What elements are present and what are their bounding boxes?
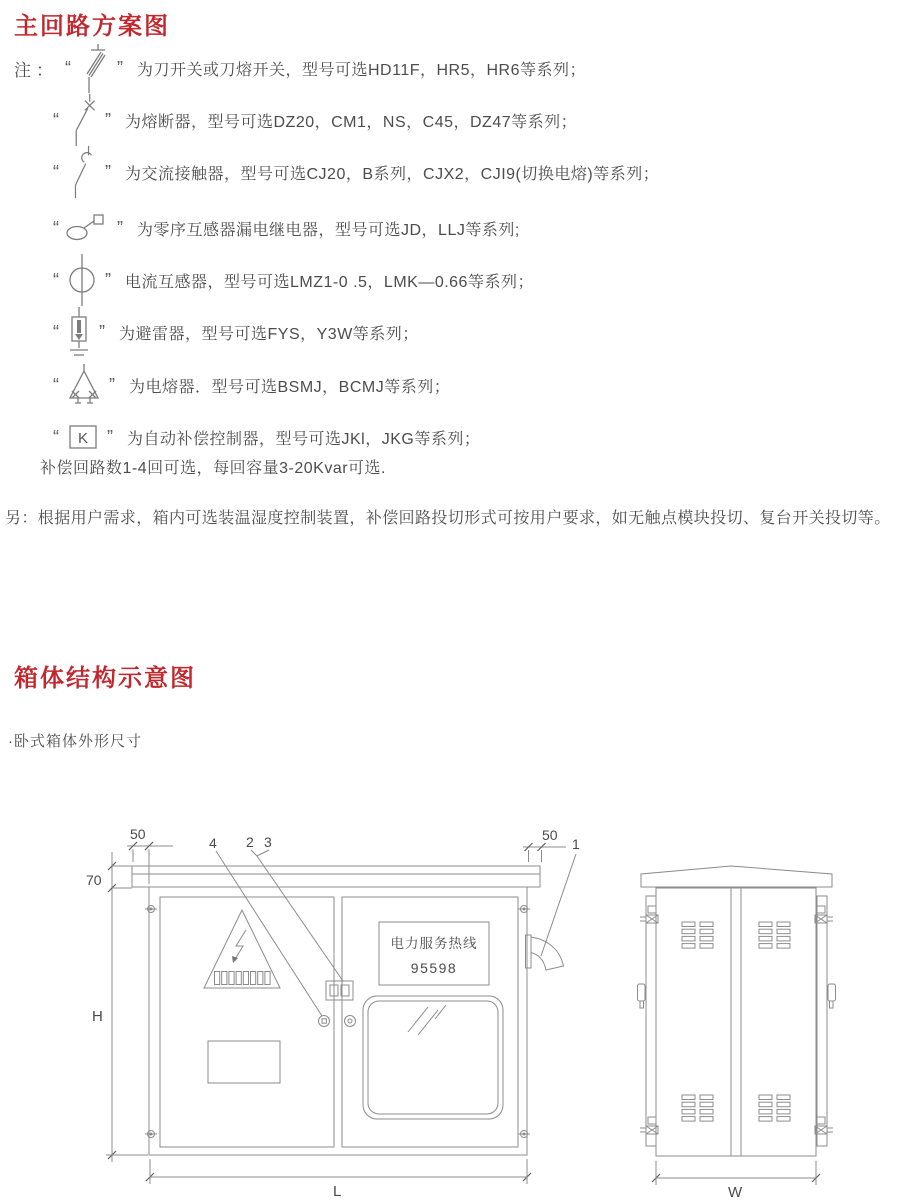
callout-leaders bbox=[216, 850, 576, 1016]
hotline-sign-number: 95598 bbox=[410, 960, 458, 976]
warning-text-blocks bbox=[215, 972, 271, 985]
front-left-door bbox=[160, 897, 334, 1147]
quote-close: ” bbox=[117, 217, 123, 238]
note-text: 为交流接触器，型号可选CJ20，B系列，CJX2，CJI9(切换电熔)等系列； bbox=[125, 165, 660, 183]
quote-close: ” bbox=[105, 161, 111, 182]
callout-label-4: 4 bbox=[209, 835, 217, 851]
quote-open: “ bbox=[53, 374, 59, 395]
side-rail-right bbox=[817, 896, 827, 1146]
side-body bbox=[656, 888, 816, 1156]
main-circuit-title: 主回路方案图 bbox=[14, 13, 170, 40]
hotline-sign bbox=[379, 922, 489, 985]
note-other: 另：根据用户需求，箱内可选装温湿度控制装置，补偿回路投切形式可按用户要求，如无触点模块投切、复台开关投切等。 bbox=[5, 510, 891, 527]
door-lock-left bbox=[319, 1016, 330, 1027]
side-view bbox=[638, 866, 836, 1200]
note-text: 为自动补偿控制器，型号可选JKl，JKG等系列； bbox=[127, 430, 481, 448]
dim-label-H: H bbox=[92, 1008, 103, 1025]
note-text: 电流互感器，型号可选LMZ1-0 .5，LMK—0.66等系列； bbox=[125, 273, 534, 291]
note-text: 为刀开关或刀熔开关，型号可选HD11F，HR5，HR6等系列； bbox=[137, 61, 587, 79]
dimension-lines bbox=[106, 842, 566, 1184]
front-view bbox=[86, 826, 580, 1200]
dim-label-50-left: 50 bbox=[130, 826, 146, 842]
callout-label-1: 1 bbox=[572, 836, 580, 852]
dim-label-70: 70 bbox=[86, 872, 102, 888]
dim-label-50-right: 50 bbox=[542, 827, 558, 843]
nameplate bbox=[208, 1041, 280, 1083]
dimension-w bbox=[652, 1161, 820, 1185]
quote-open: “ bbox=[53, 217, 59, 238]
quote-close: ” bbox=[117, 57, 123, 78]
door-latch bbox=[326, 981, 353, 1000]
quote-open: “ bbox=[65, 57, 71, 78]
note-supplement: 补偿回路数1-4回可选，每回容量3-20Kvar可选. bbox=[40, 460, 386, 477]
warning-triangle-icon bbox=[204, 910, 280, 988]
quote-close: ” bbox=[105, 269, 111, 290]
note-text: 为电熔器．型号可选BSMJ，BCMJ等系列； bbox=[129, 378, 451, 396]
front-body bbox=[149, 887, 527, 1155]
viewing-window bbox=[363, 996, 503, 1119]
callout-label-2: 2 bbox=[246, 834, 254, 850]
side-handle-right bbox=[828, 984, 836, 1008]
hotline-sign-line1: 电力服务热线 bbox=[390, 936, 478, 951]
quote-close: ” bbox=[107, 426, 113, 447]
side-roof bbox=[641, 866, 832, 887]
callout-label-3: 3 bbox=[264, 834, 272, 850]
dim-label-W: W bbox=[728, 1184, 743, 1200]
controller-letter: K bbox=[77, 430, 89, 447]
quote-open: “ bbox=[53, 321, 59, 342]
note-text: 为熔断器，型号可选DZ20，CM1，NS，C45，DZ47等系列； bbox=[125, 113, 578, 131]
quote-open: “ bbox=[53, 269, 59, 290]
quote-close: ” bbox=[105, 109, 111, 130]
quote-open: “ bbox=[53, 109, 59, 130]
note-text: 为零序互感器漏电继电器，型号可选JD，LLJ等系列; bbox=[137, 221, 520, 239]
quote-close: ” bbox=[99, 321, 105, 342]
note-prefix: 注： bbox=[14, 60, 58, 80]
side-rail-left bbox=[646, 896, 656, 1146]
quote-close: ” bbox=[109, 374, 115, 395]
note-text: 为避雷器，型号可选FYS，Y3W等系列； bbox=[119, 325, 419, 343]
quote-open: “ bbox=[53, 161, 59, 182]
front-roof bbox=[132, 866, 540, 887]
dim-label-L: L bbox=[333, 1183, 342, 1200]
quote-open: “ bbox=[53, 426, 59, 447]
cable-spout bbox=[526, 935, 564, 970]
side-handle-left bbox=[638, 984, 646, 1008]
horizontal-cabinet-subtitle: ·卧式箱体外形尺寸 bbox=[8, 733, 142, 750]
cabinet-structure-title: 箱体结构示意图 bbox=[14, 665, 196, 692]
door-lock-right bbox=[345, 1016, 356, 1027]
